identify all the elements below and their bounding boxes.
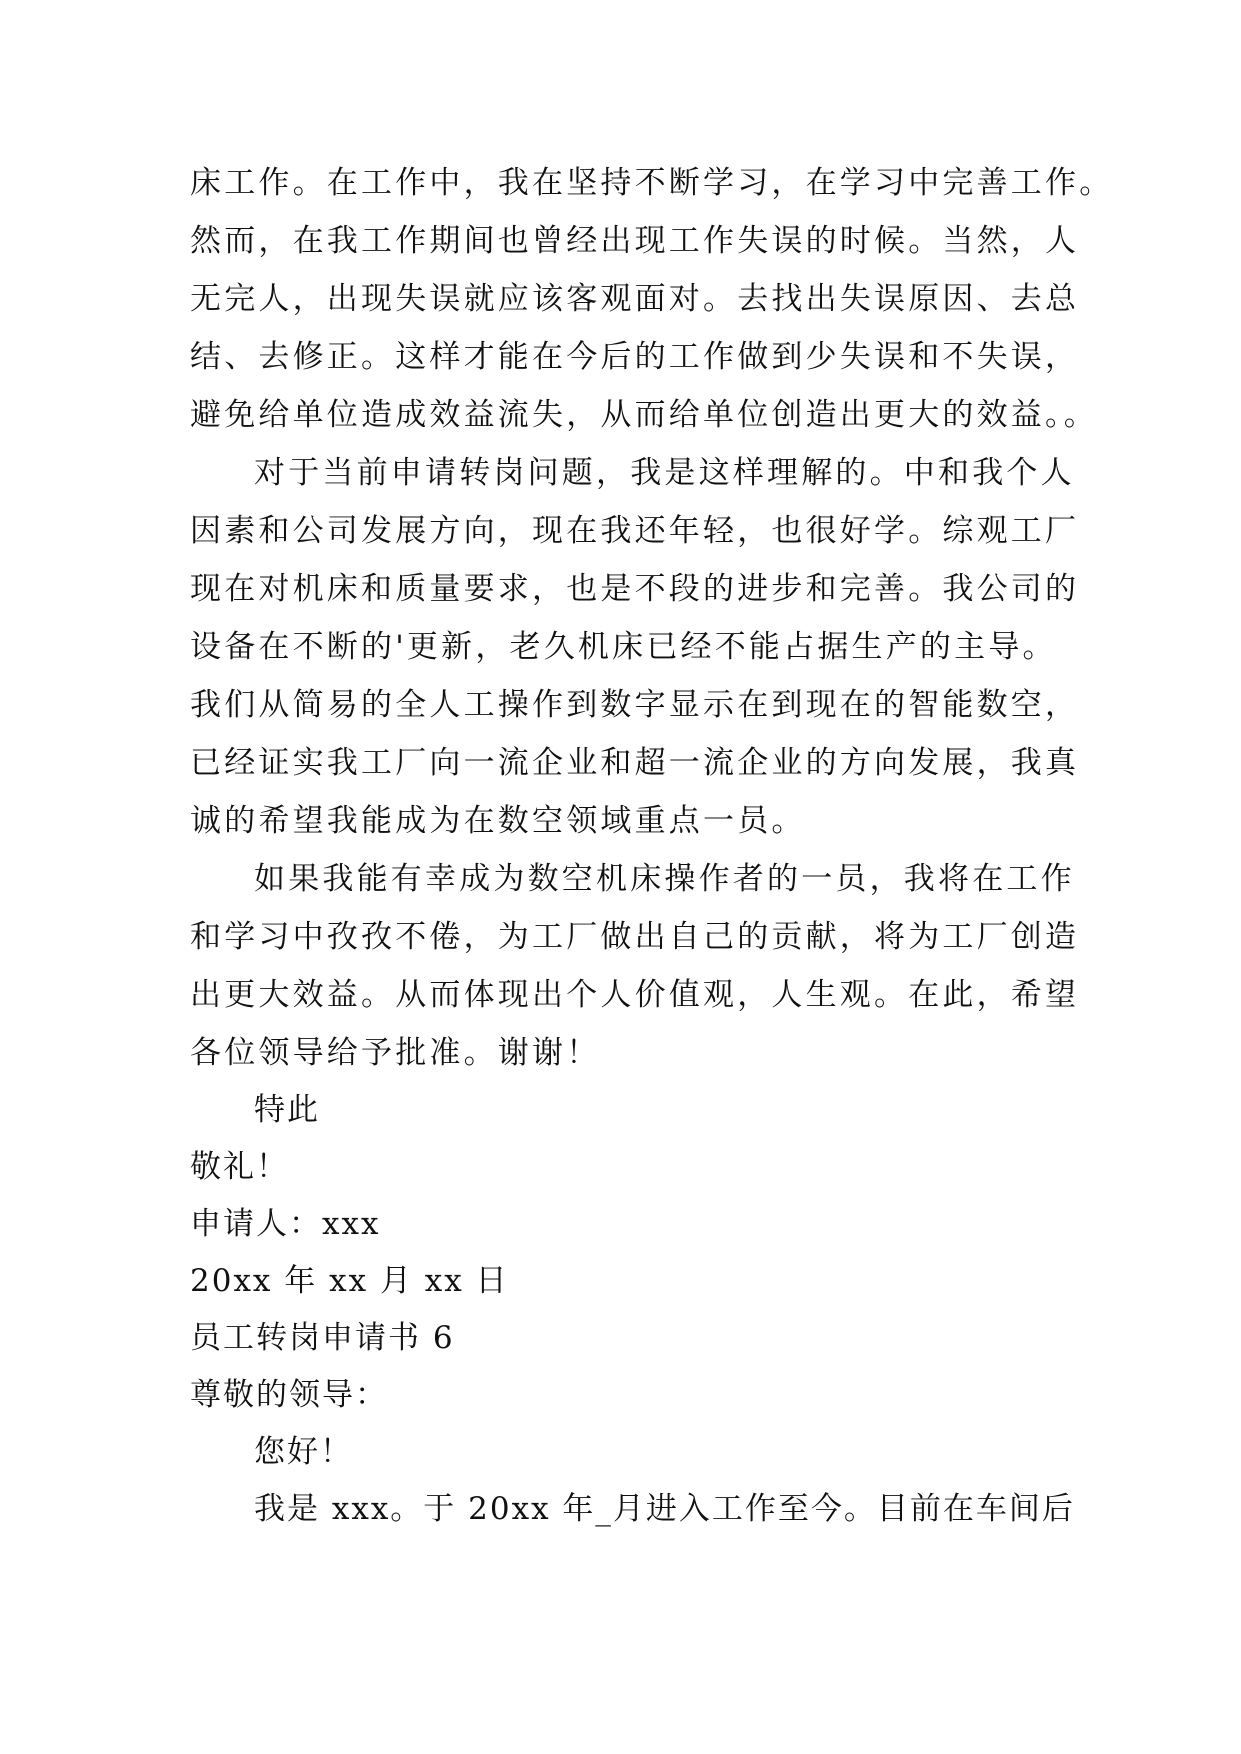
greeting: 您好！ bbox=[254, 1434, 353, 1470]
date-line: 20xx 年 xx 月 xx 日 bbox=[190, 1263, 509, 1299]
greeting-recipient: 尊敬的领导： bbox=[190, 1377, 388, 1413]
paragraph-line: 然而，在我工作期间也曾经出现工作失误的时候。当然，人 bbox=[190, 223, 1080, 259]
paragraph-line: 我们从简易的全人工操作到数字显示在到现在的智能数空， bbox=[190, 687, 1080, 723]
paragraph-line: 因素和公司发展方向，现在我还年轻，也很好学。综观工厂 bbox=[190, 513, 1080, 549]
paragraph-line: 出更大效益。从而体现出个人价值观，人生观。在此，希望 bbox=[190, 977, 1080, 1013]
salutation: 敬礼！ bbox=[190, 1149, 289, 1185]
applicant-line: 申请人：xxx bbox=[190, 1206, 381, 1242]
paragraph-line: 各位领导给予批准。谢谢！ bbox=[190, 1035, 601, 1071]
paragraph-line: 诚的希望我能成为在数空领域重点一员。 bbox=[190, 803, 806, 839]
paragraph-line: 避免给单位造成效益流失，从而给单位创造出更大的效益。。 bbox=[190, 397, 1098, 433]
paragraph-line: 床工作。在工作中，我在坚持不断学习，在学习中完善工作。 bbox=[190, 165, 1114, 201]
paragraph-line: 和学习中孜孜不倦，为工厂做出自己的贡献，将为工厂创造 bbox=[190, 919, 1080, 955]
section-title: 员工转岗申请书 6 bbox=[190, 1320, 455, 1356]
paragraph-line: 现在对机床和质量要求，也是不段的进步和完善。我公司的 bbox=[190, 571, 1080, 607]
paragraph-line: 对于当前申请转岗问题，我是这样理解的。中和我个人 bbox=[254, 455, 1075, 491]
paragraph-line: 如果我能有幸成为数空机床操作者的一员，我将在工作 bbox=[254, 861, 1075, 897]
paragraph-line: 设备在不断的'更新，老久机床已经不能占据生产的主导。 bbox=[190, 629, 1057, 665]
paragraph-line: 我是 xxx。于 20xx 年_月进入工作至今。目前在车间后 bbox=[254, 1491, 1075, 1527]
paragraph-line: 已经证实我工厂向一流企业和超一流企业的方向发展，我真 bbox=[190, 745, 1080, 781]
document-body bbox=[190, 154, 1114, 1538]
paragraph-line: 结、去修正。这样才能在今后的工作做到少失误和不失误， bbox=[190, 339, 1080, 375]
closing-phrase: 特此 bbox=[254, 1092, 320, 1128]
paragraph-line: 无完人，出现失误就应该客观面对。去找出失误原因、去总 bbox=[190, 281, 1080, 317]
